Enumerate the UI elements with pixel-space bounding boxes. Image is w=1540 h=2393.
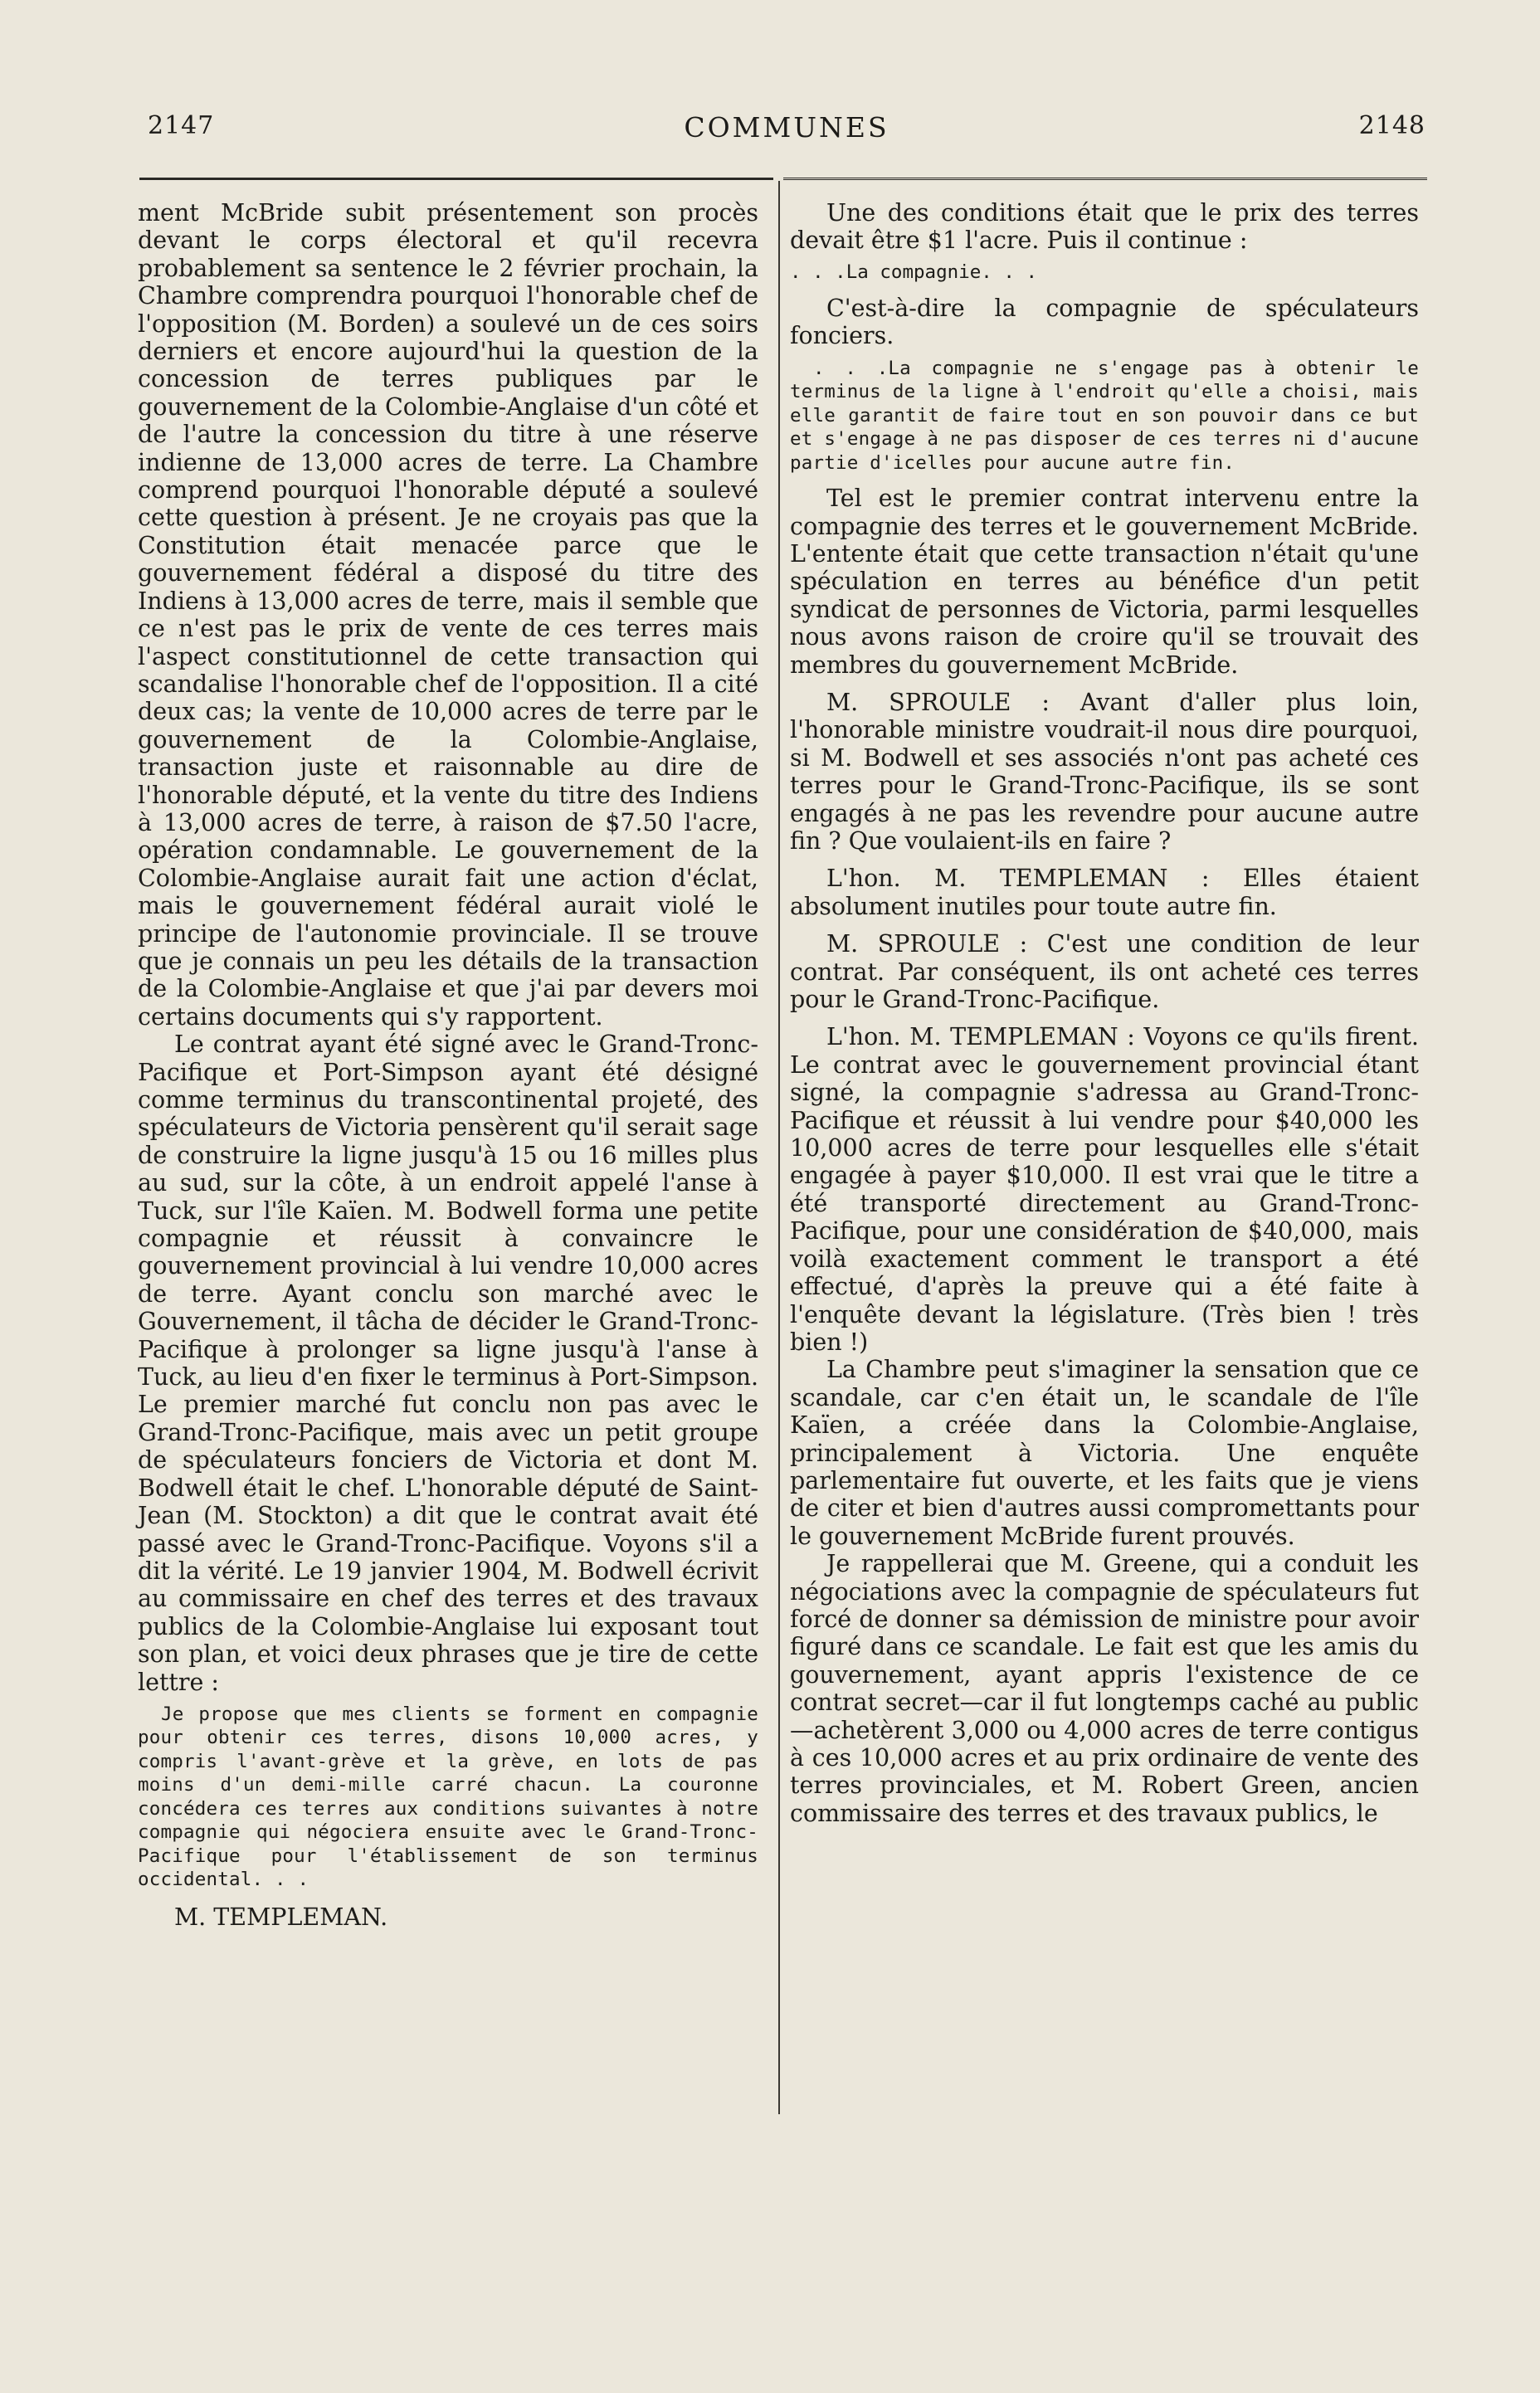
column-divider (778, 181, 780, 2114)
paragraph: Tel est le premier contrat intervenu entre la compagnie des terres et le gouvernement McBride. L'entente était que cette transaction n'était qu'une spéculation en terres au bénéfice d'un petit syndicat de personnes de Victoria, parmi lesquelles nous avons raison de croire qu'il se trouvait des membres du gouvernement McBride. (790, 485, 1419, 679)
paragraph: L'hon. M. TEMPLEMAN : Voyons ce qu'ils firent. Le contrat avec le gouvernement provincial étant signé, la compagnie s'adressa au Grand-Tronc-Pacifique et réussit à lui vendre pour $40,000 les 10,000 acres de terre pour lesquelles elle s'était engagée à payer $10,000. Il est vrai que le titre a été transporté directement au Grand-Tronc-Pacifique, pour une considération de $40,000, mais voilà exactement comment le transport a été effectué, d'après la preuve qui a été faite à l'enquête devant la législature. (Très bien ! très bien !) (790, 1023, 1419, 1356)
paragraph: Le contrat ayant été signé avec le Grand-Tronc-Pacifique et Port-Simpson ayant été désigné comme terminus du transcontinental projeté, des spéculateurs de Victoria pensèrent qu'il serait sage de construire la ligne jusqu'à 15 ou 16 milles plus au sud, sur la côte, à un endroit appelé l'anse à Tuck, sur l'île Kaïen. M. Bodwell forma une petite compagnie et réussit à convaincre le gouvernement provincial à lui vendre 10,000 acres de terre. Ayant conclu son marché avec le Gouvernement, il tâcha de décider le Grand-Tronc-Pacifique à prolonger sa ligne jusqu'à l'anse à Tuck, au lieu d'en fixer le terminus à Port-Simpson. Le premier marché fut conclu non pas avec le Grand-Tronc-Pacifique, mais avec un petit groupe de spéculateurs fonciers de Victoria et dont M. Bodwell était le chef. L'honorable député de Saint-Jean (M. Stockton) a dit que le contrat avait été passé avec le Grand-Tronc-Pacifique. Voyons s'il a dit la vérité. Le 19 janvier 1904, M. Bodwell écrivit au commissaire en chef des terres et des travaux publics de la Colombie-Anglaise lui exposant tout son plan, et voici deux phrases que je tire de cette lettre : (138, 1031, 758, 1696)
header-rule-right (783, 178, 1427, 183)
paragraph: C'est-à-dire la compagnie de spéculateurs fonciers. (790, 294, 1419, 350)
page-header (148, 111, 1425, 153)
block-quote: Je propose que mes clients se forment en compagnie pour obtenir ces terres, disons 10,000 acres, y compris l'avant-grève et la grève, en lots de pas moins d'un demi-mille carré chacun. La couronne concédera ces terres aux conditions suivantes à notre compagnie qui négociera ensuite avec le Grand-Tronc-Pacifique pour l'établissement de son terminus occidental. . . (138, 1703, 758, 1891)
paragraph: Je rappellerai que M. Greene, qui a conduit les négociations avec la compagnie de spéculateurs fut forcé de donner sa démission de ministre pour avoir figuré dans ce scandale. Le fait est que les amis du gouvernement, ayant appris l'existence de ce contrat secret—car il fut longtemps caché au public—achetèrent 3,000 ou 4,000 acres de terre contigus à ces 10,000 acres et au prix ordinaire de vente des terres provinciales, et M. Robert Green, ancien commissaire des terres et des travaux publics, le (790, 1550, 1419, 1827)
speaker-line: M. TEMPLEMAN. (174, 1903, 388, 1931)
paragraph: Une des conditions était que le prix des terres devait être $1 l'acre. Puis il continue : (790, 199, 1419, 255)
block-quote: . . .La compagnie. . . (790, 261, 1038, 283)
paragraph: M. SPROULE : C'est une condition de leur contrat. Par conséquent, ils ont acheté ces terres pour le Grand-Tronc-Pacifique. (790, 930, 1419, 1014)
paragraph: M. SPROULE : Avant d'aller plus loin, l'honorable ministre voudrait-il nous dire pourquoi, si M. Bodwell et ses associés n'ont pas acheté ces terres pour le Grand-Tronc-Pacifique, ils se sont engagés à ne pas les revendre pour aucune autre fin ? Que voulaient-ils en faire ? (790, 688, 1419, 855)
paragraph: ment McBride subit présentement son procès devant le corps électoral et qu'il recevra probablement sa sentence le 2 février prochain, la Chambre comprendra pourquoi l'honorable chef de l'opposition (M. Borden) a soulevé un de ces soirs derniers et encore aujourd'hui la question de la concession de terres publiques par le gouvernement de la Colombie-Anglaise d'un côté et de l'autre la concession du titre à une réserve indienne de 13,000 acres de terre. La Chambre comprend pourquoi l'honorable député a soulevé cette question à présent. Je ne croyais pas que la Constitution était menacée parce que le gouvernement fédéral a disposé du titre des Indiens à 13,000 acres de terre, mais il semble que ce n'est pas le prix de vente de ces terres mais l'aspect constitutionnel de cette transaction qui scandalise l'honorable chef de l'opposition. Il a cité deux cas; la vente de 10,000 acres de terre par le gouvernement de la Colombie-Anglaise, transaction juste et raisonnable au dire de l'honorable député, et la vente du titre des Indiens à 13,000 acres de terre, à raison de $7.50 l'acre, opération condamnable. Le gouvernement de la Colombie-Anglaise aurait fait une action d'éclat, mais le gouvernement fédéral aurait violé le principe de l'autonomie provinciale. Il se trouve que je connais un peu les détails de la transaction de la Colombie-Anglaise et que j'ai par devers moi certains documents qui s'y rapportent. (138, 199, 758, 1031)
running-head: COMMUNES (684, 111, 889, 144)
paragraph: La Chambre peut s'imaginer la sensation que ce scandale, car c'en était un, le scandale de l'île Kaïen, a créée dans la Colombie-Anglaise, principalement à Victoria. Une enquête parlementaire fut ouverte, et les faits que je viens de citer et bien d'autres aussi compromettants pour le gouvernement McBride furent prouvés. (790, 1356, 1419, 1550)
paragraph: L'hon. M. TEMPLEMAN : Elles étaient absolument inutiles pour toute autre fin. (790, 865, 1419, 920)
page-number-left: 2147 (148, 111, 215, 140)
header-rule-left (139, 178, 773, 180)
left-column (138, 199, 758, 1931)
page-number-right: 2148 (1358, 111, 1425, 140)
right-column (790, 199, 1419, 1827)
block-quote: . . .La compagnie ne s'engage pas à obtenir le terminus de la ligne à l'endroit qu'elle a choisi, mais elle garantit de faire tout en son pouvoir dans ce but et s'engage à ne pas disposer de ces terres ni d'aucune partie d'icelles pour aucune autre fin. (790, 357, 1419, 474)
